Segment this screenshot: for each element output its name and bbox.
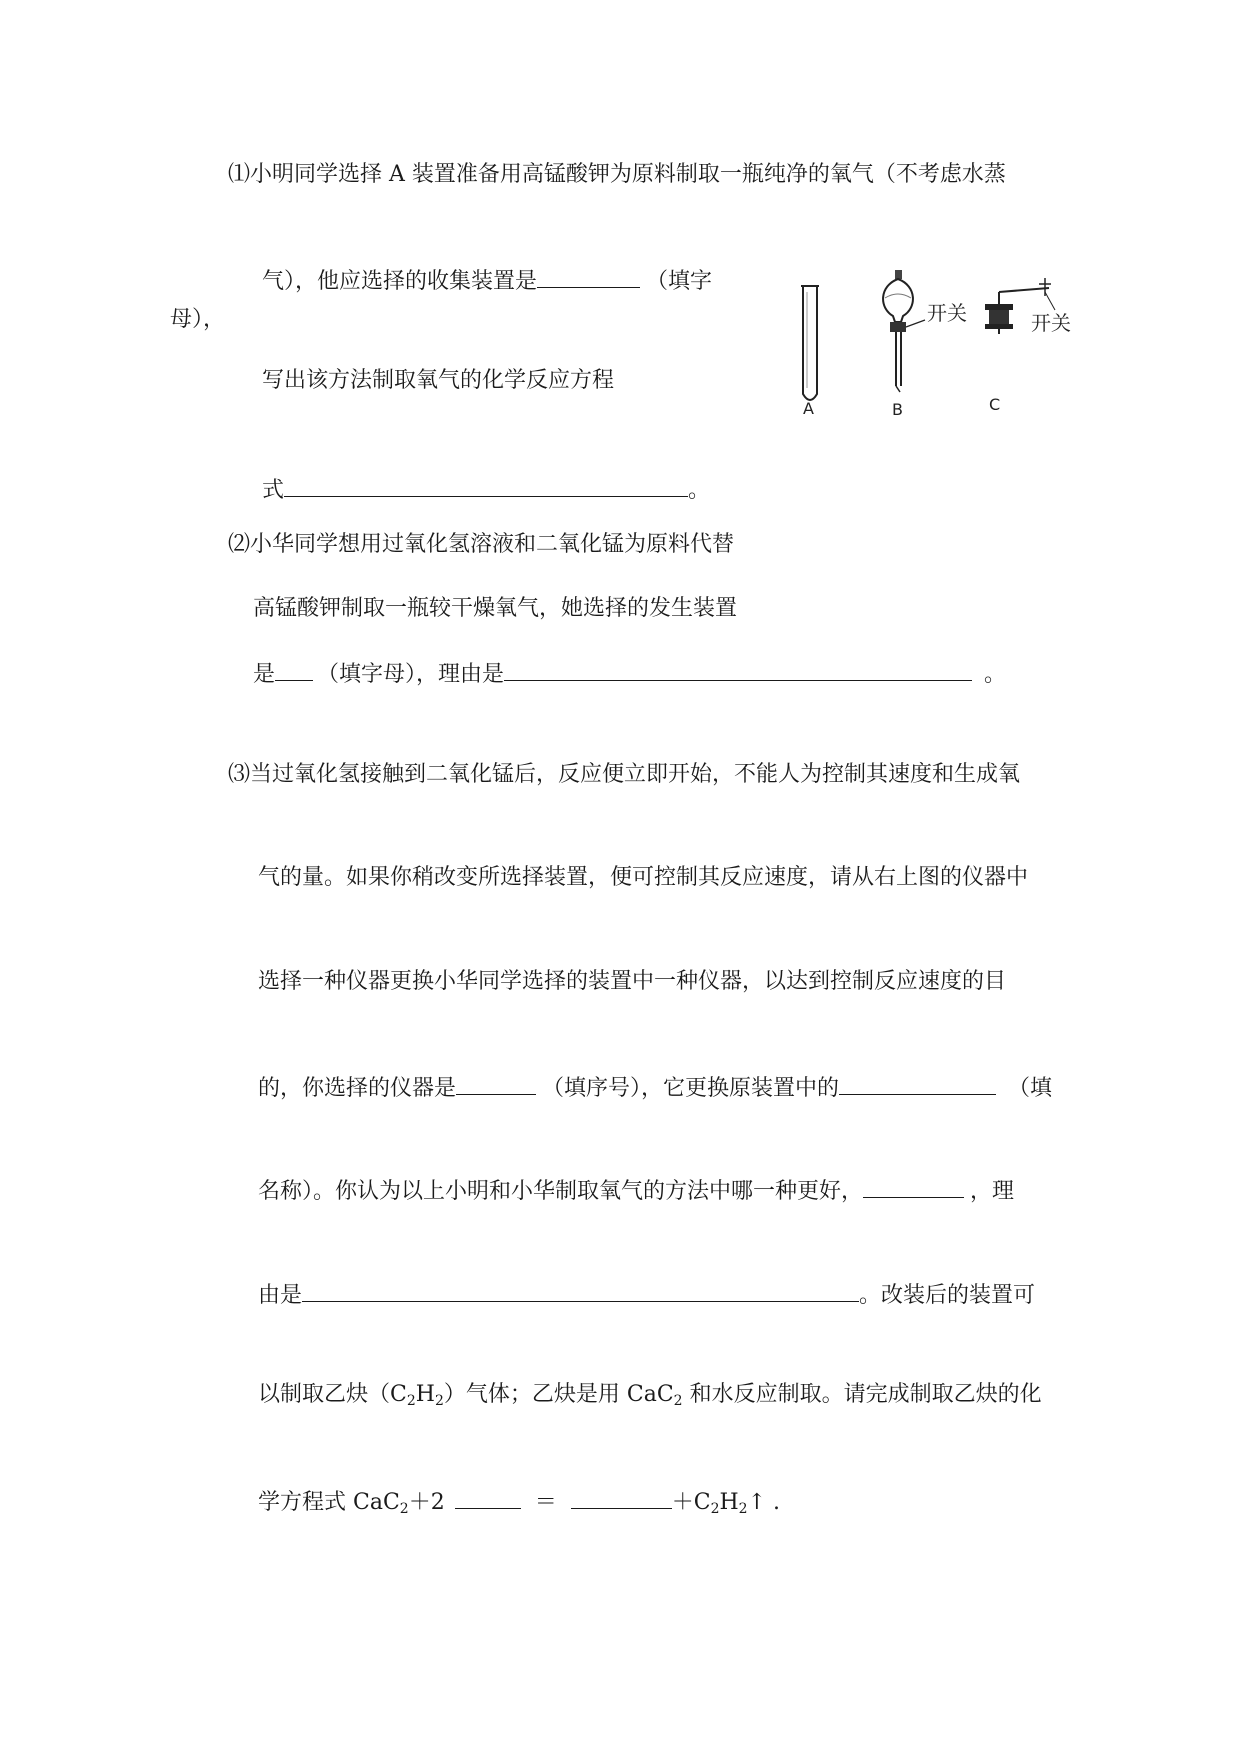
equation-part3: ＋C (671, 1490, 711, 1515)
q3-line5-text: 名称）。你认为以上小明和小华制取氧气的方法中哪一种更好， (258, 1179, 864, 1204)
q3-line7 (258, 1380, 1042, 1410)
equation-part2: ＋2 (408, 1490, 445, 1515)
subscript: 2 (738, 1501, 748, 1517)
q1-line2 (262, 263, 712, 297)
q3-line3: 选择一种仪器更换小华同学选择的装置中一种仪器，以达到控制反应速度的目 (258, 969, 1007, 994)
subscript: 2 (673, 1393, 683, 1409)
better-reason-blank[interactable] (302, 1277, 859, 1302)
reason-blank[interactable] (504, 656, 972, 681)
q1-line2-text: 气），他应选择的收集装置是 (262, 269, 538, 294)
q1-line5 (262, 472, 710, 506)
q2-line3-middle: （填字母），理由是 (317, 662, 505, 687)
q1-line5-text: 式 (262, 478, 285, 503)
q3-line7-part1: 以制取乙炔（C (258, 1382, 407, 1407)
q3-line4 (258, 1070, 1052, 1104)
q3-line6 (258, 1277, 1035, 1311)
subscript: 2 (710, 1501, 720, 1517)
equation-part4: H (719, 1490, 739, 1515)
q3-line6-text: 由是 (258, 1283, 303, 1308)
q3-line7-part2: H (415, 1382, 435, 1407)
replaced-instrument-blank[interactable] (839, 1070, 996, 1095)
test-tube-a (801, 286, 819, 400)
q1-line3: 母）， (170, 307, 226, 332)
q3-line1: ⑶当过氧化氢接触到二氧化锰后，反应便立即开始，不能人为控制其速度和生成氧 (228, 762, 1021, 787)
q1-line1: ⑴小明同学选择 A 装置准备用高锰酸钾为原料制取一瓶纯净的氧气（不考虑水蒸 (228, 162, 1006, 187)
generator-device-blank[interactable] (275, 656, 313, 681)
q3-line5 (258, 1173, 1014, 1207)
subscript: 2 (406, 1393, 416, 1409)
switch-b-label: 开关 (927, 301, 967, 325)
product-blank[interactable] (571, 1484, 672, 1509)
separatory-funnel-b (883, 270, 925, 392)
q3-line6-end: 。改装后的装置可 (859, 1283, 1036, 1308)
equation-end: ↑ . (747, 1490, 781, 1515)
reactant-blank[interactable] (455, 1484, 521, 1509)
q3-line2: 气的量。如果你稍改变所选择装置，便可控制其反应速度，请从右上图的仪器中 (258, 865, 1029, 890)
equals-sign: ＝ (534, 1490, 557, 1515)
q1-line5-end: 。 (688, 478, 711, 503)
subscript: 2 (434, 1393, 444, 1409)
subscript: 2 (399, 1501, 409, 1517)
switch-c-label: 开关 (1031, 311, 1071, 335)
q2-line1: ⑵小华同学想用过氧化氢溶液和二氧化锰为原料代替 (228, 532, 735, 557)
q2-line3-end: 。 (984, 662, 1007, 687)
collection-device-blank[interactable] (537, 263, 640, 288)
q1-line4: 写出该方法制取氧气的化学反应方程 (262, 368, 615, 393)
q3-line7-part4: 和水反应制取。请完成制取乙炔的化 (682, 1382, 1042, 1407)
q2-line2: 高锰酸钾制取一瓶较干燥氧气，她选择的发生装置 (253, 596, 738, 621)
label-b: B (892, 400, 903, 419)
label-a: A (803, 399, 814, 418)
q2-line3 (253, 656, 1006, 690)
label-c: C (989, 395, 1001, 414)
q3-line4-end: （填 (1008, 1076, 1053, 1101)
q2-line3-text: 是 (253, 662, 276, 687)
instrument-number-blank[interactable] (456, 1070, 536, 1095)
q3-line5-end: ，理 (970, 1179, 1015, 1204)
q3-line4-text: 的，你选择的仪器是 (258, 1076, 457, 1101)
q1-line2-suffix: （填字 (646, 269, 713, 294)
q3-line7-part3: ）气体；乙炔是用 CaC (443, 1382, 674, 1407)
equation-part1: 学方程式 CaC (258, 1490, 400, 1515)
better-method-blank[interactable] (863, 1173, 964, 1198)
q3-line4-middle: （填序号），它更换原装置中的 (542, 1076, 840, 1101)
apparatus-figure (793, 262, 1099, 422)
q3-line8 (258, 1484, 780, 1518)
equation-blank[interactable] (284, 472, 688, 497)
